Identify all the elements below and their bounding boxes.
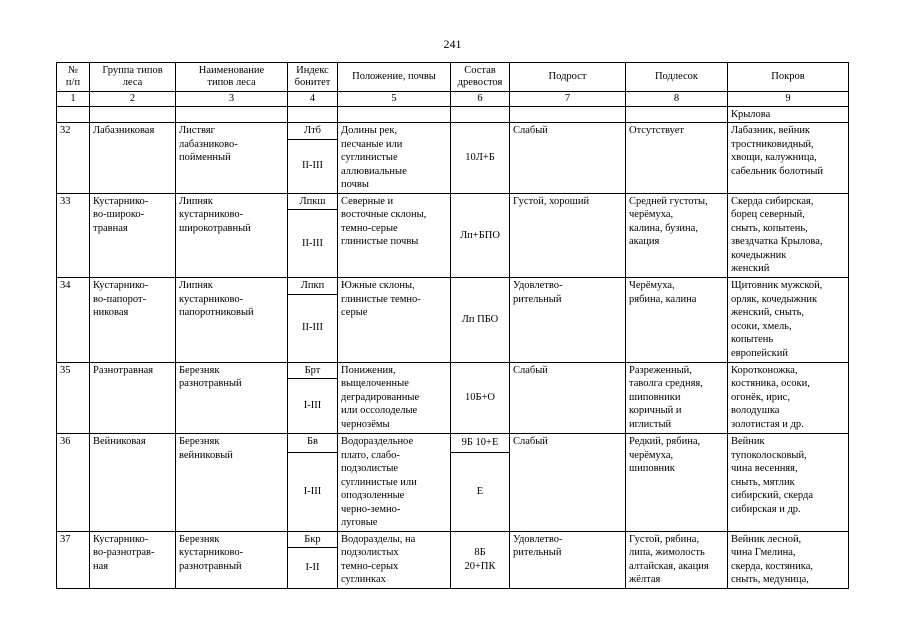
forest-type-name: Липняк кустарниково- широкотравный bbox=[176, 193, 288, 278]
underbrush: Средней густоты, черёмуха, калина, бузина, акация bbox=[626, 193, 728, 278]
column-number: 8 bbox=[626, 92, 728, 107]
column-number: 2 bbox=[90, 92, 176, 107]
position-soils: Понижения, выщелоченные деградированные или оссолоделые чернозёмы bbox=[338, 362, 451, 434]
column-number: 5 bbox=[338, 92, 451, 107]
forest-group: Вейниковая bbox=[90, 434, 176, 532]
bonitet: I-II bbox=[288, 548, 338, 588]
column-number: 7 bbox=[510, 92, 626, 107]
forest-group: Кустарнико- во-разнотрав- ная bbox=[90, 531, 176, 588]
page-number: 241 bbox=[443, 37, 462, 51]
underbrush: Редкий, рябина, черёмуха, шиповник bbox=[626, 434, 728, 532]
forest-group: Разнотравная bbox=[90, 362, 176, 434]
forest-index: Лтб bbox=[288, 123, 338, 140]
ground-cover: Вейник лесной, чина Гмелина, скерда, костяника, сныть, медуница, bbox=[728, 531, 849, 588]
row-number: 34 bbox=[57, 278, 90, 363]
table-row bbox=[57, 123, 849, 140]
ground-cover: Лабазник, вейник тростниковидный, хвощи, калужница, сабельник болотный bbox=[728, 123, 849, 194]
continuation-row bbox=[57, 106, 849, 123]
stand-composition-bottom: Е bbox=[451, 453, 510, 531]
stand-composition: Лп ПБО bbox=[451, 278, 510, 363]
undergrowth: Слабый bbox=[510, 434, 626, 532]
column-number: 3 bbox=[176, 92, 288, 107]
forest-type-name: Березняк разнотравный bbox=[176, 362, 288, 434]
bonitet: II-III bbox=[288, 210, 338, 278]
forest-group: Лабазниковая bbox=[90, 123, 176, 194]
bonitet: I-III bbox=[288, 379, 338, 434]
forest-index: Лпкп bbox=[288, 278, 338, 295]
underbrush: Густой, рябина, липа, жимолость алтайская, акация жёлтая bbox=[626, 531, 728, 588]
column-number: 1 bbox=[57, 92, 90, 107]
row-number: 32 bbox=[57, 123, 90, 194]
stand-composition: 8Б 20+ПК bbox=[451, 531, 510, 588]
forest-index: Бкр bbox=[288, 531, 338, 548]
ground-cover: Скерда сибирская, борец северный, сныть, копытень, звездчатка Крылова, кочедыжник женский bbox=[728, 193, 849, 278]
forest-type-name: Листвяг лабазниково- пойменный bbox=[176, 123, 288, 194]
forest-index: Лпкш bbox=[288, 193, 338, 210]
column-number: 4 bbox=[288, 92, 338, 107]
undergrowth: Слабый bbox=[510, 362, 626, 434]
header-number: № п/п bbox=[57, 63, 90, 92]
forest-index: Бв bbox=[288, 434, 338, 453]
forest-type-name: Березняк кустарниково- разнотравный bbox=[176, 531, 288, 588]
ground-cover: Щитовник мужской, орляк, кочедыжник женский, сныть, осоки, хмель, копытень европейский bbox=[728, 278, 849, 363]
forest-type-name: Липняк кустарниково- папоротниковый bbox=[176, 278, 288, 363]
continuation-text: Крылова bbox=[728, 106, 849, 123]
column-number-row bbox=[57, 92, 849, 107]
underbrush: Черёмуха, рябина, калина bbox=[626, 278, 728, 363]
undergrowth: Удовлетво- рительный bbox=[510, 278, 626, 363]
header-forest-type-name: Наименование типов леса bbox=[176, 63, 288, 92]
column-number: 9 bbox=[728, 92, 849, 107]
stand-composition: Лп+БПО bbox=[451, 193, 510, 278]
forest-type-name: Березняк вейниковый bbox=[176, 434, 288, 532]
table-row bbox=[57, 193, 849, 210]
header-position-soils: Положение, почвы bbox=[338, 63, 451, 92]
stand-composition-top: 9Б 10+Е bbox=[451, 434, 510, 453]
header-forest-group: Группа типов леса bbox=[90, 63, 176, 92]
row-number: 36 bbox=[57, 434, 90, 532]
forest-group: Кустарнико- во-широко- травная bbox=[90, 193, 176, 278]
bonitet: II-III bbox=[288, 294, 338, 362]
underbrush: Отсутствует bbox=[626, 123, 728, 194]
bonitet: I-III bbox=[288, 453, 338, 531]
table-row bbox=[57, 434, 849, 453]
table-row bbox=[57, 362, 849, 379]
row-number: 35 bbox=[57, 362, 90, 434]
bonitet: II-III bbox=[288, 139, 338, 193]
stand-composition: 10Б+О bbox=[451, 362, 510, 434]
position-soils: Водоразделы, на подзолистых темно-серых суглинках bbox=[338, 531, 451, 588]
undergrowth: Удовлетво- рительный bbox=[510, 531, 626, 588]
position-soils: Северные и восточные склоны, темно-серые глинистые почвы bbox=[338, 193, 451, 278]
forest-index: Брт bbox=[288, 362, 338, 379]
position-soils: Долины рек, песчаные или суглинистые аллювиальные почвы bbox=[338, 123, 451, 194]
header-underbrush: Подлесок bbox=[626, 63, 728, 92]
header-ground-cover: Покров bbox=[728, 63, 849, 92]
column-number: 6 bbox=[451, 92, 510, 107]
row-number: 37 bbox=[57, 531, 90, 588]
header-undergrowth: Подрост bbox=[510, 63, 626, 92]
stand-composition: 10Л+Б bbox=[451, 123, 510, 194]
undergrowth: Густой, хороший bbox=[510, 193, 626, 278]
header-index-bonitet: Индекс бонитет bbox=[288, 63, 338, 92]
header-stand-composition: Состав древостоя bbox=[451, 63, 510, 92]
ground-cover: Коротконожка, костяника, осоки, огонёк, ирис, володушка золотистая и др. bbox=[728, 362, 849, 434]
ground-cover: Вейник тупоколосковый, чина весенняя, сныть, мятлик сибирский, скерда сибирская и др. bbox=[728, 434, 849, 532]
undergrowth: Слабый bbox=[510, 123, 626, 194]
row-number: 33 bbox=[57, 193, 90, 278]
forest-types-table bbox=[56, 62, 849, 589]
position-soils: Водораздельное плато, слабо- подзолистые суглинистые или оподзоленные черно-земно- луговые bbox=[338, 434, 451, 532]
forest-group: Кустарнико- во-папорот- никовая bbox=[90, 278, 176, 363]
underbrush: Разреженный, таволга средняя, шиповники коричный и иглистый bbox=[626, 362, 728, 434]
position-soils: Южные склоны, глинистые темно- серые bbox=[338, 278, 451, 363]
table-row bbox=[57, 278, 849, 295]
table-row bbox=[57, 531, 849, 548]
